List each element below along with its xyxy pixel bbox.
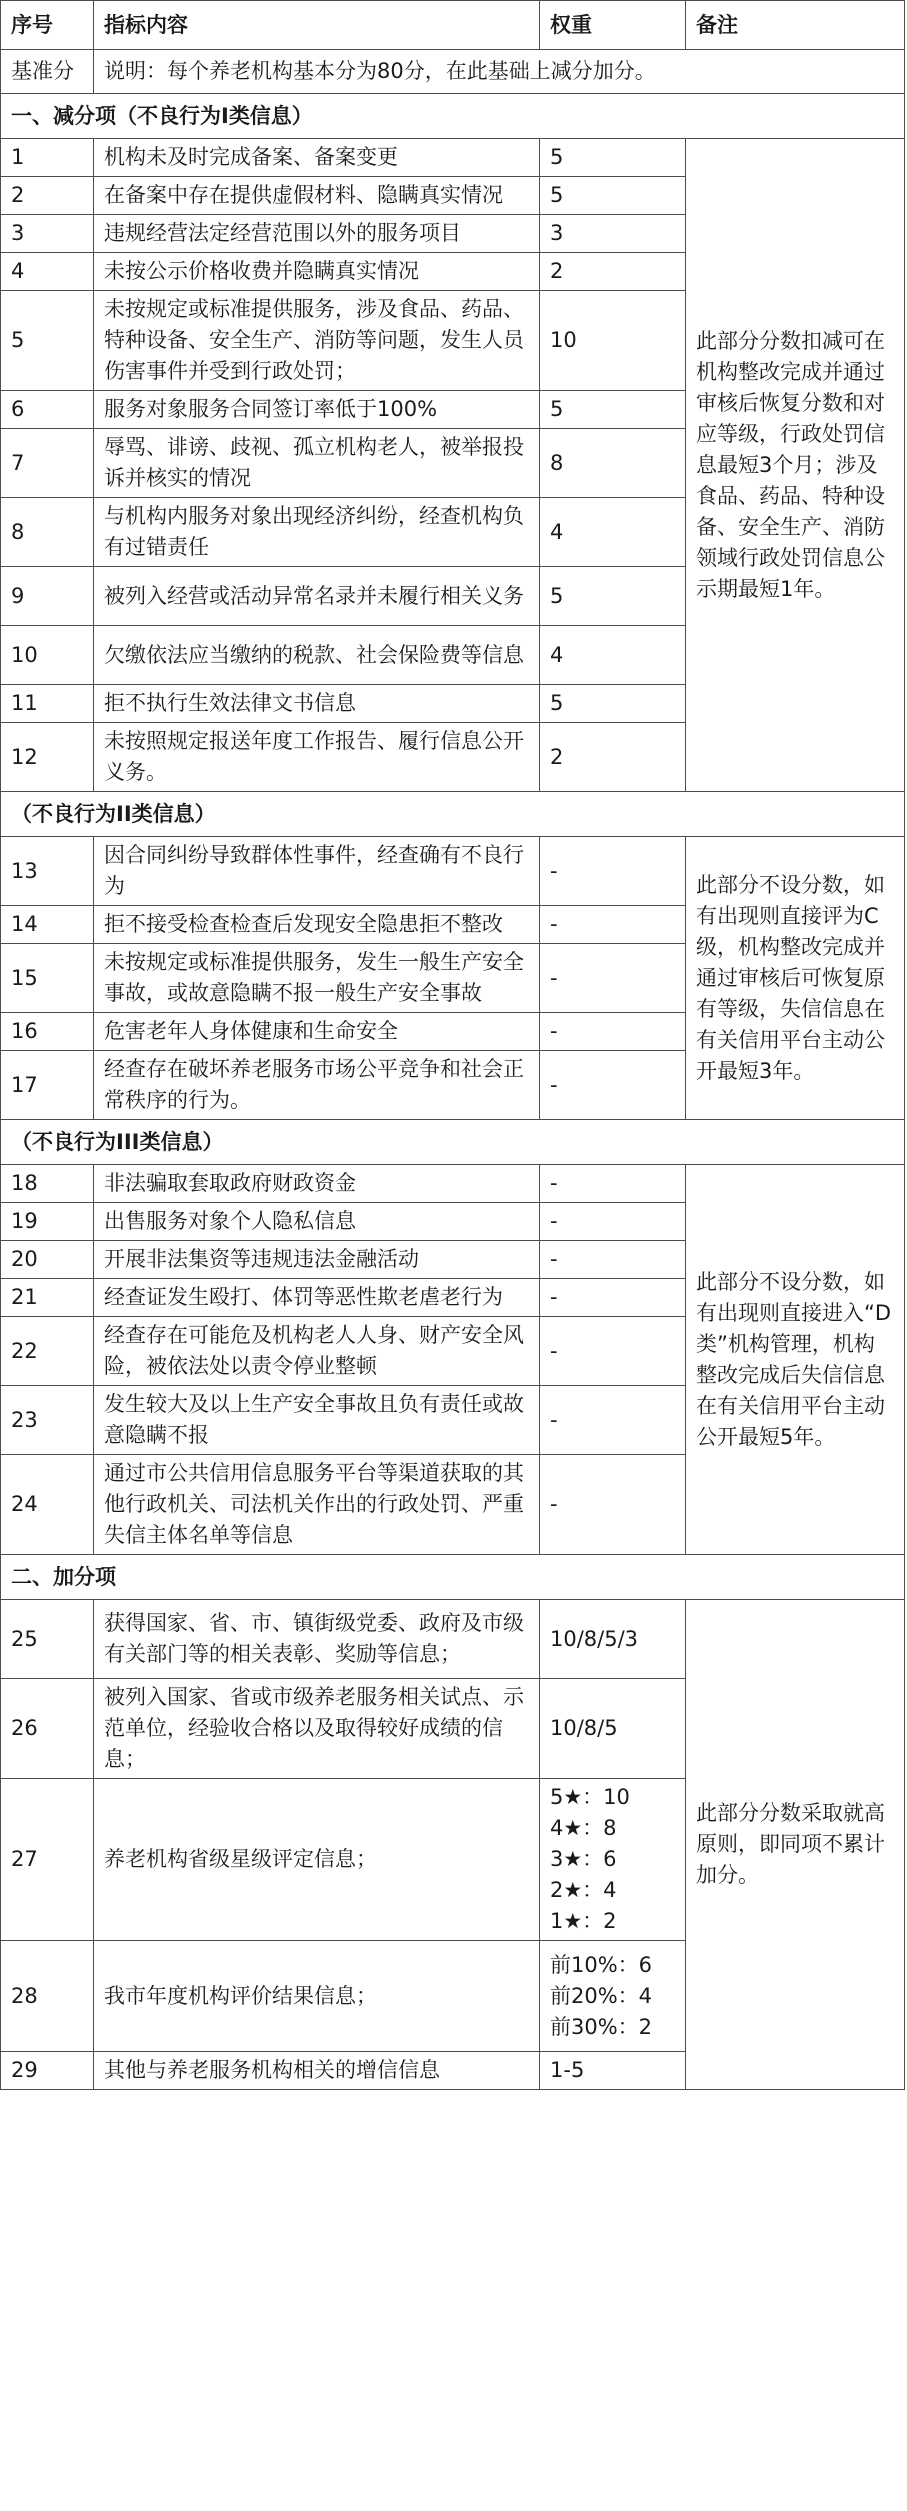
indicator-content: 未按公示价格收费并隐瞒真实情况 (94, 253, 540, 291)
row-number: 4 (1, 253, 94, 291)
indicator-content: 拒不执行生效法律文书信息 (94, 685, 540, 723)
section-title: 二、加分项 (1, 1555, 905, 1600)
weight-value: - (550, 1072, 558, 1097)
indicator-content: 通过市公共信用信息服务平台等渠道获取的其他行政机关、司法机关作出的行政处罚、严重失信主体名单等信息 (94, 1455, 540, 1555)
weight-value: 前20%：4 (550, 1983, 653, 2008)
indicator-content: 辱骂、诽谤、歧视、孤立机构老人，被举报投诉并核实的情况 (94, 429, 540, 498)
weight-cell (540, 906, 686, 944)
weight-value: 1-5 (550, 2058, 585, 2082)
indicator-content: 经查证发生殴打、体罚等恶性欺老虐老行为 (94, 1279, 540, 1317)
weight-cell (540, 723, 686, 792)
row-number: 3 (1, 215, 94, 253)
weight-cell (540, 1203, 686, 1241)
row-number: 23 (1, 1386, 94, 1455)
weight-value: - (550, 1209, 558, 1233)
basic-row (1, 50, 905, 94)
indicator-content: 未按规定或标准提供服务，发生一般生产安全事故，或故意隐瞒不报一般生产安全事故 (94, 944, 540, 1013)
basic-text: 说明：每个养老机构基本分为80分，在此基础上减分加分。 (94, 50, 905, 94)
weight-value: - (550, 1171, 558, 1195)
row-number: 7 (1, 429, 94, 498)
header-row (1, 1, 905, 50)
indicator-content: 出售服务对象个人隐私信息 (94, 1203, 540, 1241)
indicator-content: 被列入经营或活动异常名录并未履行相关义务 (94, 567, 540, 626)
weight-value: - (550, 1285, 558, 1309)
row-number: 26 (1, 1679, 94, 1779)
indicator-content: 因合同纠纷导致群体性事件，经查确有不良行为 (94, 837, 540, 906)
weight-cell (540, 1241, 686, 1279)
row-number: 29 (1, 2052, 94, 2090)
weight-cell (540, 944, 686, 1013)
weight-value: - (550, 1019, 558, 1043)
weight-cell (540, 1051, 686, 1120)
row-number: 8 (1, 498, 94, 567)
section-title-row (1, 792, 905, 837)
weight-value: - (550, 1247, 558, 1271)
weight-value: - (550, 858, 558, 883)
weight-cell (540, 1386, 686, 1455)
row-number: 6 (1, 391, 94, 429)
row-number: 13 (1, 837, 94, 906)
weight-cell (540, 1779, 686, 1941)
section-note: 此部分不设分数，如有出现则直接评为C级，机构整改完成并通过审核后可恢复原有等级，失信信息在有关信用平台主动公开最短3年。 (686, 837, 905, 1120)
weight-cell (540, 253, 686, 291)
weight-cell (540, 429, 686, 498)
weight-value: 4 (550, 642, 564, 667)
weight-value: - (550, 965, 558, 990)
weight-value: - (550, 1492, 558, 1516)
section-title-row (1, 94, 905, 139)
indicator-content: 与机构内服务对象出现经济纠纷，经查机构负有过错责任 (94, 498, 540, 567)
weight-value: 5 (550, 397, 564, 421)
weight-value: 5 (550, 583, 564, 608)
weight-value: 8 (550, 450, 564, 475)
weight-value: 3★：6 (550, 1847, 617, 1871)
section-title-row (1, 1555, 905, 1600)
weight-cell (540, 1941, 686, 2052)
row-number: 12 (1, 723, 94, 792)
weight-value: 5★：10 (550, 1785, 630, 1809)
header-note: 备注 (686, 1, 905, 50)
indicator-content: 我市年度机构评价结果信息； (94, 1941, 540, 2052)
weight-value: - (550, 1407, 558, 1432)
indicator-content: 经查存在破坏养老服务市场公平竞争和社会正常秩序的行为。 (94, 1051, 540, 1120)
weight-value: - (550, 912, 558, 936)
weight-cell (540, 1279, 686, 1317)
row-number: 21 (1, 1279, 94, 1317)
weight-cell (540, 1165, 686, 1203)
weight-value: 5 (550, 691, 564, 715)
row-number: 25 (1, 1600, 94, 1679)
indicator-content: 发生较大及以上生产安全事故且负有责任或故意隐瞒不报 (94, 1386, 540, 1455)
weight-cell (540, 1679, 686, 1779)
indicator-content: 服务对象服务合同签订率低于100% (94, 391, 540, 429)
weight-cell (540, 1317, 686, 1386)
weight-cell (540, 1455, 686, 1555)
row-number: 1 (1, 139, 94, 177)
weight-value: 4★：8 (550, 1816, 617, 1840)
indicator-content: 机构未及时完成备案、备案变更 (94, 139, 540, 177)
indicator-content: 被列入国家、省或市级养老服务相关试点、示范单位，经验收合格以及取得较好成绩的信息； (94, 1679, 540, 1779)
row-number: 27 (1, 1779, 94, 1941)
indicator-content: 非法骗取套取政府财政资金 (94, 1165, 540, 1203)
weight-value: 4 (550, 519, 564, 544)
weight-value: - (550, 1338, 558, 1363)
row-number: 5 (1, 291, 94, 391)
weight-cell (540, 685, 686, 723)
weight-value: 前10%：6 (550, 1952, 653, 1977)
indicator-content: 开展非法集资等违规违法金融活动 (94, 1241, 540, 1279)
weight-cell (540, 498, 686, 567)
row-number: 15 (1, 944, 94, 1013)
row-number: 9 (1, 567, 94, 626)
row-number: 14 (1, 906, 94, 944)
section-note: 此部分不设分数，如有出现则直接进入“D类”机构管理，机构整改完成后失信信息在有关信用平台主动公开最短5年。 (686, 1165, 905, 1555)
indicator-content: 拒不接受检查检查后发现安全隐患拒不整改 (94, 906, 540, 944)
section-note: 此部分分数采取就高原则，即同项不累计加分。 (686, 1600, 905, 2090)
indicator-content: 未按规定或标准提供服务，涉及食品、药品、特种设备、安全生产、消防等问题，发生人员伤害事件并受到行政处罚； (94, 291, 540, 391)
weight-value: 2 (550, 744, 564, 769)
basic-label: 基准分 (1, 50, 94, 94)
indicator-content: 获得国家、省、市、镇街级党委、政府及市级有关部门等的相关表彰、奖励等信息； (94, 1600, 540, 1679)
weight-value: 10 (550, 328, 577, 352)
table-row (1, 1600, 905, 1679)
indicator-content: 违规经营法定经营范围以外的服务项目 (94, 215, 540, 253)
row-number: 18 (1, 1165, 94, 1203)
row-number: 22 (1, 1317, 94, 1386)
row-number: 17 (1, 1051, 94, 1120)
row-number: 20 (1, 1241, 94, 1279)
weight-value: 1★：2 (550, 1909, 617, 1933)
weight-value: 10/8/5 (550, 1716, 618, 1740)
indicator-content: 危害老年人身体健康和生命安全 (94, 1013, 540, 1051)
weight-cell (540, 1013, 686, 1051)
indicator-content: 其他与养老服务机构相关的增信信息 (94, 2052, 540, 2090)
section-note: 此部分分数扣减可在机构整改完成并通过审核后恢复分数和对应等级，行政处罚信息最短3个月；涉及食品、药品、特种设备、安全生产、消防领域行政处罚信息公示期最短1年。 (686, 139, 905, 792)
weight-value: 2★：4 (550, 1878, 617, 1902)
row-number: 19 (1, 1203, 94, 1241)
weight-cell (540, 2052, 686, 2090)
table-row (1, 139, 905, 177)
section-title: （不良行为III类信息） (1, 1120, 905, 1165)
header-weight: 权重 (540, 1, 686, 50)
weight-cell (540, 291, 686, 391)
weight-cell (540, 139, 686, 177)
row-number: 16 (1, 1013, 94, 1051)
section-title-row (1, 1120, 905, 1165)
indicator-content: 经查存在可能危及机构老人人身、财产安全风险，被依法处以责令停业整顿 (94, 1317, 540, 1386)
weight-value: 3 (550, 221, 564, 245)
table-body (1, 50, 905, 2090)
indicator-content: 未按照规定报送年度工作报告、履行信息公开义务。 (94, 723, 540, 792)
row-number: 10 (1, 626, 94, 685)
row-number: 2 (1, 177, 94, 215)
header-content: 指标内容 (94, 1, 540, 50)
weight-cell (540, 215, 686, 253)
section-title: （不良行为II类信息） (1, 792, 905, 837)
row-number: 11 (1, 685, 94, 723)
row-number: 28 (1, 1941, 94, 2052)
table-row (1, 837, 905, 906)
row-number: 24 (1, 1455, 94, 1555)
weight-cell (540, 626, 686, 685)
weight-value: 前30%：2 (550, 2014, 653, 2039)
weight-cell (540, 177, 686, 215)
weight-cell (540, 391, 686, 429)
table-row (1, 1165, 905, 1203)
indicator-content: 养老机构省级星级评定信息； (94, 1779, 540, 1941)
weight-value: 2 (550, 259, 564, 283)
weight-cell (540, 1600, 686, 1679)
weight-value: 10/8/5/3 (550, 1626, 639, 1651)
weight-cell (540, 567, 686, 626)
weight-value: 5 (550, 183, 564, 207)
header-no: 序号 (1, 1, 94, 50)
indicator-content: 欠缴依法应当缴纳的税款、社会保险费等信息 (94, 626, 540, 685)
indicator-content: 在备案中存在提供虚假材料、隐瞒真实情况 (94, 177, 540, 215)
weight-value: 5 (550, 145, 564, 169)
section-title: 一、减分项（不良行为I类信息） (1, 94, 905, 139)
weight-cell (540, 837, 686, 906)
